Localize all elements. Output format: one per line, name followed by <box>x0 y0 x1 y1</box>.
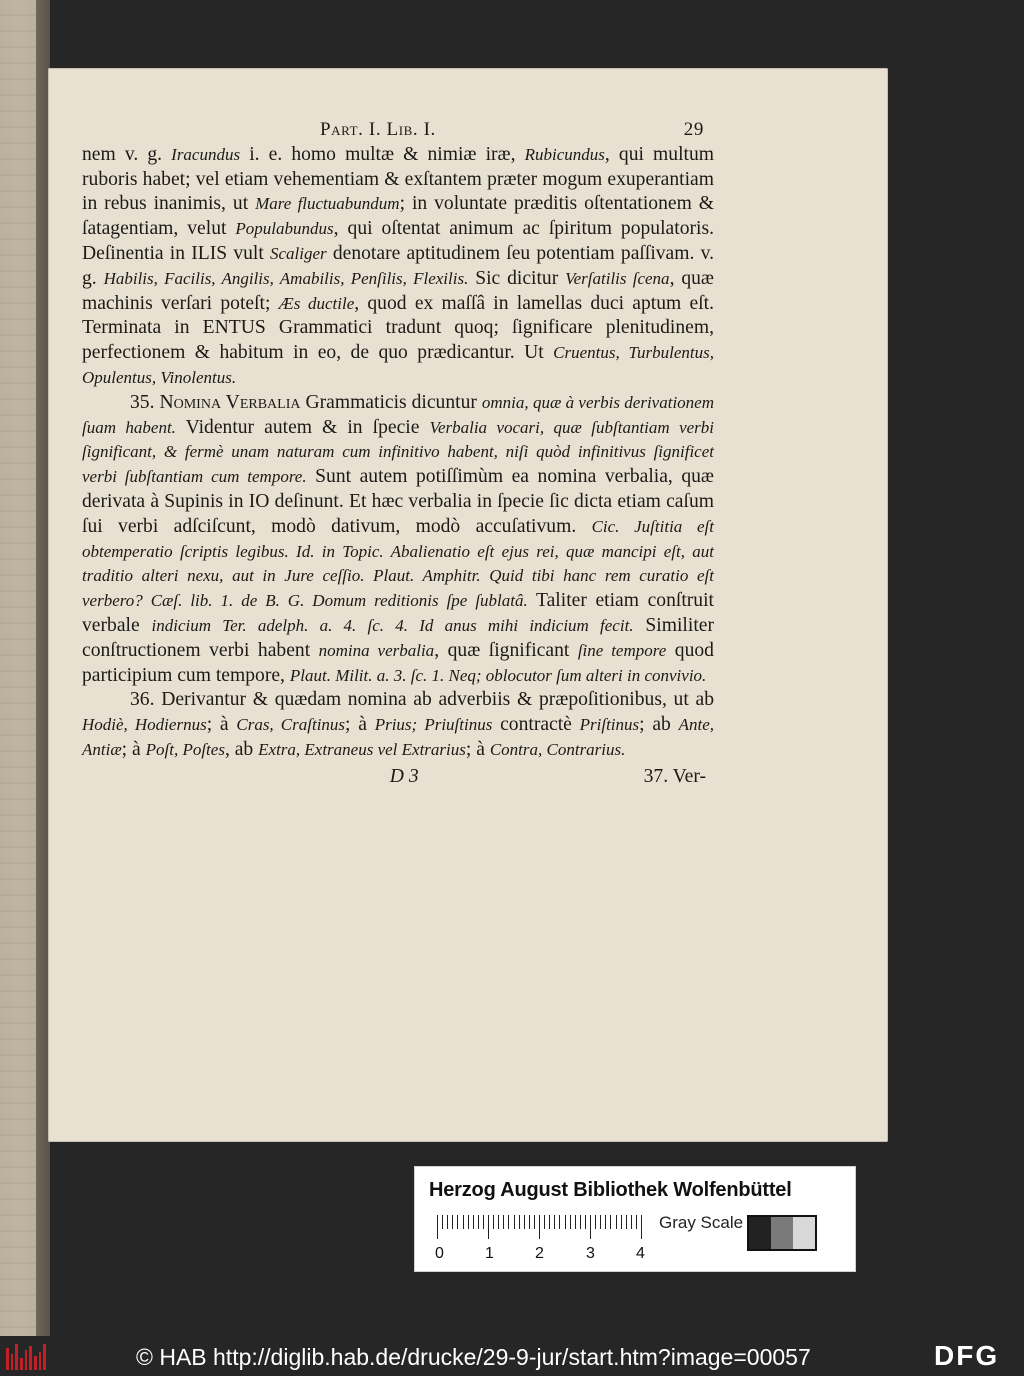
ruler-tick <box>483 1215 484 1229</box>
logo-bar <box>43 1344 46 1370</box>
ruler-number: 1 <box>485 1245 494 1262</box>
ruler-numbers <box>429 1245 669 1265</box>
ruler-tick <box>554 1215 555 1229</box>
logo-bar <box>15 1344 18 1370</box>
text-run: , quæ machinis verſari poteſt; <box>82 267 714 314</box>
text-run: ſine tempore <box>577 640 667 660</box>
text-run: Habilis, Facilis, Angilis, Amabilis, Penſilis, Flexilis. <box>103 268 469 288</box>
text-run: Contra, Contrarius. <box>489 739 626 759</box>
paragraph <box>82 143 714 391</box>
page-number: 29 <box>683 119 704 140</box>
library-name: Herzog August Bibliothek Wolfenbüttel <box>429 1179 792 1201</box>
copyright-link[interactable]: © HAB http://diglib.hab.de/drucke/29-9-jur/start.htm?image=00057 <box>136 1344 811 1370</box>
ruler-number: 3 <box>586 1245 595 1262</box>
text-run: Grammaticis dicuntur <box>300 391 482 413</box>
paragraph <box>82 688 714 762</box>
text-run: , quod ex maſſâ in lamellas duci aptum eſt. Terminata in ENTUS Grammatici tradunt quoq; ſignificare plenitudinem, perfectionem & habitum in eo, de quo prædicantur. Ut <box>82 292 714 364</box>
ruler-tick <box>463 1215 464 1229</box>
ruler-tick <box>631 1215 632 1229</box>
ruler-tick <box>529 1215 530 1229</box>
library-label-card <box>414 1166 856 1272</box>
ruler-tick <box>498 1215 499 1229</box>
ruler-tick <box>457 1215 458 1229</box>
ruler-tick <box>437 1215 438 1239</box>
text-run: Sunt autem potiſſimùm ea nomina verbalia, quæ derivata à Supinis in IO deſinunt. Et hæc verbalia in ſpecie ſic dicta etiam caſum ſui verbi adſciſcunt, modò dativum, modò accuſativum. <box>82 466 714 537</box>
gray-swatch-black <box>749 1217 771 1249</box>
ruler-number: 0 <box>435 1245 444 1262</box>
logo-bar <box>34 1356 37 1370</box>
text-run: contractè <box>492 714 580 736</box>
ruler-tick <box>575 1215 576 1229</box>
ruler-tick <box>570 1215 571 1229</box>
text-run: Similiter conſtructionem verbi habent <box>82 614 714 661</box>
text-run: ; à <box>345 714 375 736</box>
ruler-tick <box>493 1215 494 1229</box>
text-run: 35. <box>130 391 160 413</box>
ruler-tick <box>549 1215 550 1229</box>
ruler-tick <box>585 1215 586 1229</box>
logo-bar <box>11 1354 14 1370</box>
ruler-tick <box>590 1215 591 1239</box>
adjacent-book-edge <box>0 0 50 1336</box>
text-run: Sic dicitur <box>468 267 566 289</box>
catchword: 37. Ver- <box>643 765 706 787</box>
ruler-tick <box>534 1215 535 1229</box>
ruler-tick <box>478 1215 479 1229</box>
text-run: ; à <box>206 714 237 736</box>
ruler-tick <box>508 1215 509 1229</box>
text-run: nem v. g. <box>82 143 172 165</box>
text-run: omnia, quæ à verbis derivationem ſuam habent. <box>82 392 714 437</box>
text-run: ; à <box>465 738 490 760</box>
ruler-tick <box>641 1215 642 1239</box>
text-run: Æs ductile <box>278 293 355 313</box>
text-run: ; in voluntate præditis oſtentationem & ſatagentiam, velut <box>82 193 714 240</box>
ruler-tick <box>610 1215 611 1229</box>
text-run: ; ab <box>639 714 679 736</box>
ruler-tick <box>605 1215 606 1229</box>
left-page-edge <box>0 0 36 1336</box>
text-run: Cras, Craſtinus <box>236 715 346 735</box>
gray-swatch-light <box>793 1217 815 1249</box>
text-run: Ante, Antiæ <box>82 715 715 759</box>
logo-bar <box>29 1346 32 1370</box>
ruler-tick <box>519 1215 520 1229</box>
text-run: quod participium cum tempore, <box>82 639 714 686</box>
signature-mark: D 3 <box>389 765 419 787</box>
text-run: 36. Derivantur & quædam nomina ab adverbiis & præpoſitionibus, ut ab <box>130 689 714 711</box>
ruler-tick <box>580 1215 581 1229</box>
text-run: Cic. Juſtitia eſt obtemperatio ſcriptis legibus. Id. in Topic. Abalienatio eſt ejus rei, quæ mancipi eſt, aut traditio alteri nexu, aut in Jure ceſſio. Plaut. Amphitr. Quid tibi hanc rem curatio eſt verbero? Cæſ. lib. 1. de B. G. Domum reditionis ſpe ſublatâ. <box>82 516 714 611</box>
text-run: Extra, Extraneus vel Extrarius <box>258 739 466 759</box>
ruler-tick <box>616 1215 617 1229</box>
logo-bar <box>20 1358 23 1370</box>
ruler-tick <box>488 1215 489 1239</box>
gray-scale-label: Gray Scale <box>659 1213 744 1232</box>
hab-logo-icon <box>6 1342 46 1370</box>
ruler-tick <box>473 1215 474 1229</box>
text-run: Nomina Verbalia <box>159 391 301 413</box>
gray-scale-swatch <box>747 1215 817 1251</box>
page-footer <box>82 765 714 790</box>
ruler-tick <box>524 1215 525 1229</box>
text-run: Priſtinus <box>579 715 640 735</box>
ruler-tick <box>539 1215 540 1239</box>
text-run: Rubicundus <box>524 144 605 164</box>
text-run: Scaliger <box>270 243 327 263</box>
ruler-tick <box>442 1215 443 1229</box>
ruler-tick <box>565 1215 566 1229</box>
page-text <box>82 118 714 790</box>
ruler-tick <box>626 1215 627 1229</box>
text-run: Mare fluctuabundum <box>255 194 400 214</box>
running-header <box>82 118 714 143</box>
ruler-tick <box>544 1215 545 1229</box>
text-run: Plaut. Milit. a. 3. ſc. 1. Neq; oblocutor ſum alteri in convivio. <box>289 665 707 685</box>
dfg-logo: DFG <box>934 1340 1000 1371</box>
text-run: ; à <box>121 738 146 760</box>
logo-bar <box>25 1350 28 1370</box>
text-run: indicium Ter. adelph. a. 4. ſc. 4. Id anus mihi indicium fecit. <box>151 615 634 635</box>
text-run: Hodiè, Hodiernus <box>82 715 207 735</box>
gray-swatch-mid <box>771 1217 793 1249</box>
text-run: Taliter etiam conſtruit verbale <box>82 590 714 636</box>
text-run: denotare aptitudinem ſeu potentiam paſſivam. v. g. <box>82 242 714 289</box>
ruler-number: 2 <box>535 1245 544 1262</box>
ruler-tick <box>468 1215 469 1229</box>
text-run: nomina verbalia <box>318 640 435 660</box>
running-title: Part. I. Lib. I. <box>320 119 436 140</box>
ruler-tick <box>636 1215 637 1229</box>
text-run: Verbalia vocari, quæ ſubſtantiam verbi ſignificant, & fermè unam naturam cum infinitivo habent, niſi quòd infinitivus ſignificet verbi ſubſtantiam cum tempore. <box>82 417 714 487</box>
text-run: Verſatilis ſcena <box>565 268 670 288</box>
scale-ruler <box>437 1215 643 1241</box>
ruler-tick <box>600 1215 601 1229</box>
logo-bar <box>6 1348 9 1370</box>
text-run: Populabundus <box>235 219 334 239</box>
text-run: Cruentus, Turbulentus, Opulentus, Vinolentus. <box>82 343 714 387</box>
text-run: , qui multum ruboris habet; vel etiam vehementiam & exſtantem præter mogum exuperantiam in rebus inanimis, ut <box>82 143 714 215</box>
text-run: , qui oſtentat animum ac ſpiritum populatoris. Deſinentia in ILIS vult <box>82 218 714 264</box>
logo-bar <box>39 1352 42 1370</box>
ruler-tick <box>447 1215 448 1229</box>
ruler-number: 4 <box>636 1245 645 1262</box>
text-run: Videntur autem & in ſpecie <box>175 416 430 438</box>
text-run: Iracundus <box>171 144 241 164</box>
text-run: , quæ ſignificant <box>434 639 578 661</box>
ruler-tick <box>514 1215 515 1229</box>
text-run: Prius; Priuſtinus <box>374 715 493 735</box>
text-run: Poſt, Poſtes <box>145 739 225 759</box>
ruler-tick <box>621 1215 622 1229</box>
ruler-tick <box>595 1215 596 1229</box>
text-run: i. e. homo multæ & nimiæ iræ, <box>240 143 525 165</box>
ruler-tick <box>503 1215 504 1229</box>
ruler-tick <box>559 1215 560 1229</box>
text-run: , ab <box>224 738 259 760</box>
paragraph <box>82 391 714 689</box>
ruler-tick <box>452 1215 453 1229</box>
